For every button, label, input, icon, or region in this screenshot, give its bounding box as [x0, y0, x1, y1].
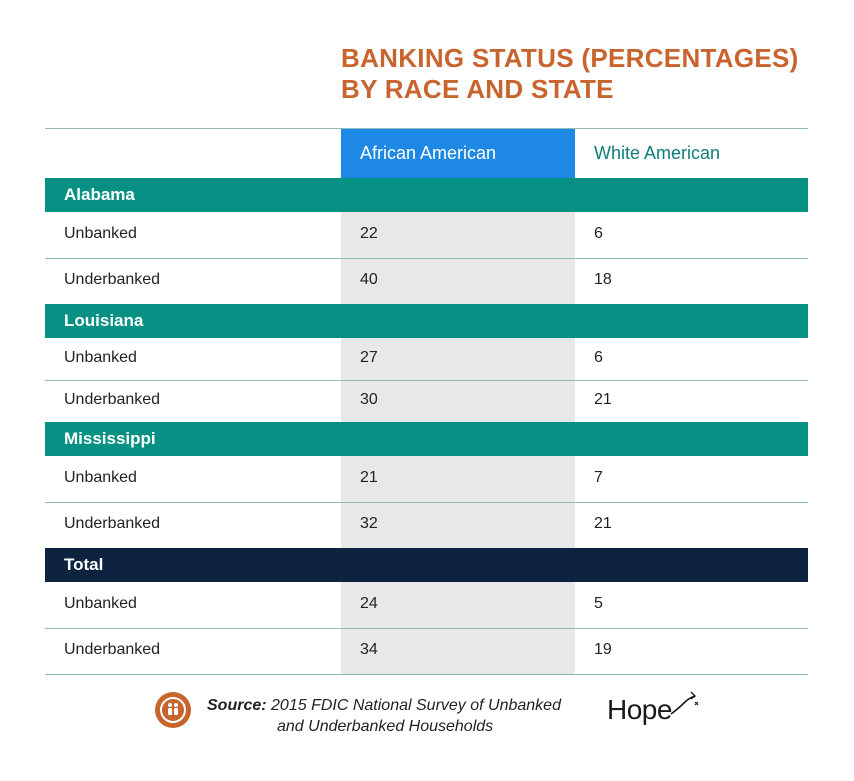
row-label: Unbanked [64, 595, 137, 612]
table-row [45, 628, 808, 674]
section-header-total: Total [45, 548, 808, 582]
cell-white-american: 18 [594, 271, 612, 288]
chart-title [341, 43, 821, 105]
hope-logo: Hope [607, 694, 672, 725]
table-row [45, 338, 808, 380]
table-row [45, 456, 808, 502]
table-row [45, 380, 808, 422]
cell-african-american: 32 [360, 515, 378, 532]
table-top-rule [45, 128, 808, 129]
cell-african-american: 22 [360, 225, 378, 242]
row-label: Unbanked [64, 349, 137, 366]
bird-icon [669, 690, 699, 716]
row-label: Unbanked [64, 225, 137, 242]
source-text-line-2: and Underbanked Households [277, 718, 494, 735]
section-header-mississippi: Mississippi [45, 422, 808, 456]
cell-white-american: 5 [594, 595, 603, 612]
section-header-alabama: Alabama [45, 178, 808, 212]
table-row [45, 502, 808, 548]
cell-white-american: 6 [594, 349, 603, 366]
row-label: Underbanked [64, 271, 161, 288]
cell-white-american: 6 [594, 225, 603, 242]
people-circle-icon [155, 692, 191, 728]
cell-white-american: 21 [594, 515, 612, 532]
table-row [45, 582, 808, 628]
table-row [45, 212, 808, 258]
source-text-line-1: 2015 FDIC National Survey of Unbanked [271, 697, 561, 714]
cell-african-american: 27 [360, 349, 378, 366]
cell-african-american: 40 [360, 271, 378, 288]
row-label: Underbanked [64, 391, 161, 408]
row-label: Underbanked [64, 515, 161, 532]
column-header-african-american: African American [341, 128, 575, 178]
cell-white-american: 7 [594, 469, 603, 486]
section-header-louisiana: Louisiana [45, 304, 808, 338]
row-divider [45, 674, 808, 675]
source-citation [207, 695, 561, 737]
table-row [45, 258, 808, 304]
cell-african-american: 21 [360, 469, 378, 486]
chart-title-line-1: BANKING STATUS (PERCENTAGES) [341, 43, 799, 73]
row-label: Underbanked [64, 641, 161, 658]
cell-african-american: 34 [360, 641, 378, 658]
column-header-white-american: White American [594, 143, 721, 163]
table-header-row [45, 128, 808, 178]
row-label: Unbanked [64, 469, 137, 486]
cell-white-american: 21 [594, 391, 612, 408]
cell-african-american: 24 [360, 595, 378, 612]
chart-title-line-2: BY RACE AND STATE [341, 74, 614, 104]
cell-african-american: 30 [360, 391, 378, 408]
cell-white-american: 19 [594, 641, 612, 658]
source-footer [155, 690, 715, 740]
source-label: Source: [207, 697, 267, 714]
